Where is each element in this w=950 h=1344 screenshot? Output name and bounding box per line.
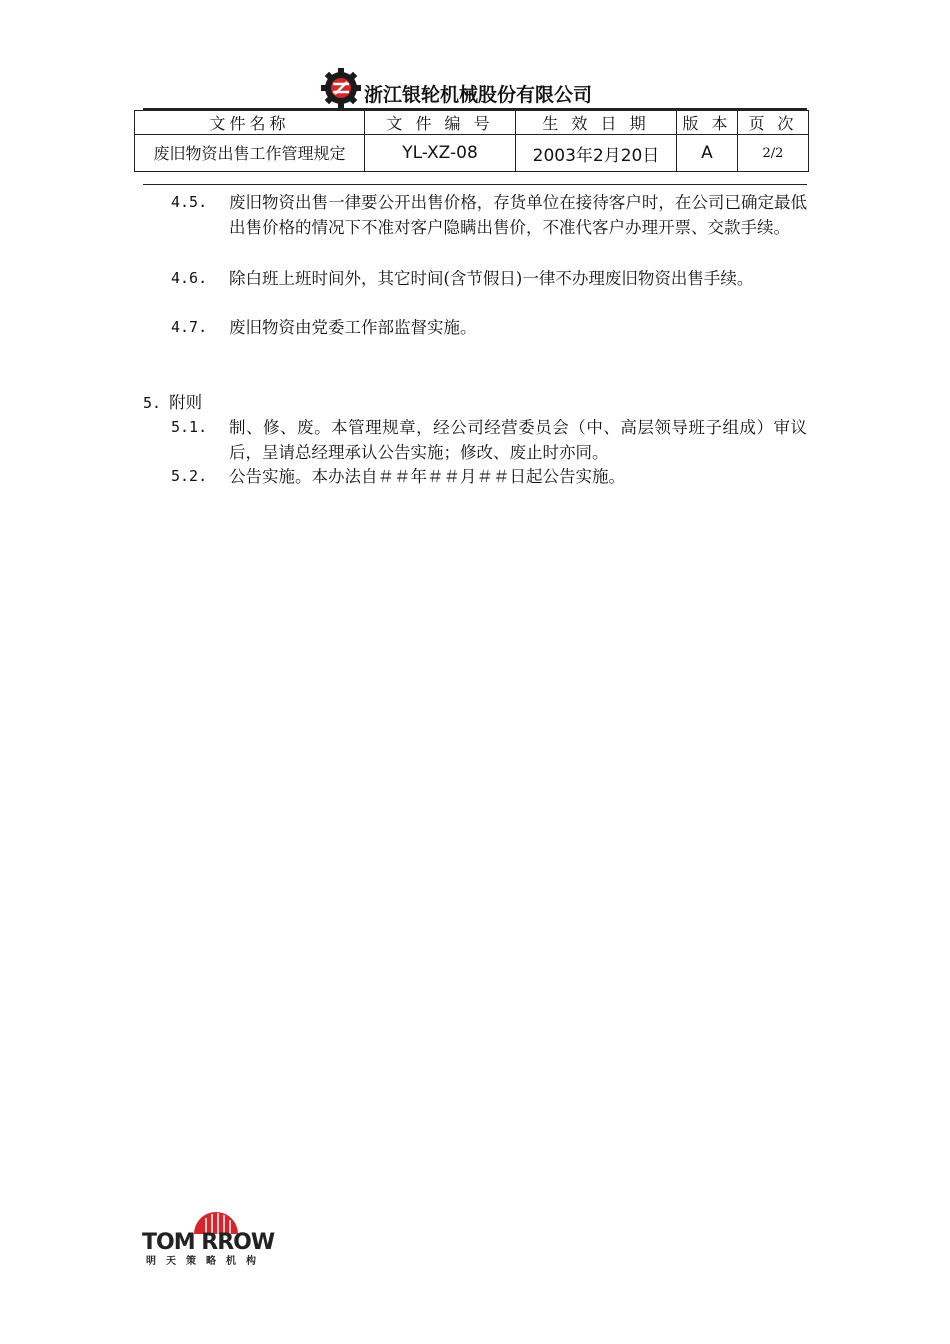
info-table-value-row xyxy=(135,135,809,172)
version-value: A xyxy=(677,135,738,172)
header-version: 版 本 xyxy=(677,111,738,135)
body-rule xyxy=(143,184,807,185)
clause-text: 公告实施。本办法自＃＃年＃＃月＃＃日起公告实施。 xyxy=(229,467,625,486)
company-header xyxy=(320,68,592,108)
section-title: 附则 xyxy=(169,393,203,412)
document-info-table xyxy=(134,110,809,172)
clause-text: 制、修、废。本管理规章，经公司经营委员会（中、高层领导班子组成）审议后，呈请总经理承认公告实施；修改、废止时亦同。 xyxy=(229,418,807,462)
file-name-value: 废旧物资出售工作管理规定 xyxy=(135,135,365,172)
tomorrow-footer-logo xyxy=(142,1210,304,1270)
clause-number: 4.5. xyxy=(171,193,208,211)
company-name: 浙江银轮机械股份有限公司 xyxy=(364,83,593,106)
clause-number: 5.1. xyxy=(171,418,208,436)
clause-text: 除白班上班时间外，其它时间(含节假日)一律不办理废旧物资出售手续。 xyxy=(229,269,754,288)
footer-wordmark: TOM RROW xyxy=(142,1230,275,1255)
clause-number: 5.2. xyxy=(171,467,208,485)
effective-date-value: 2003年2月20日 xyxy=(516,135,677,172)
clause-text: 废旧物资出售一律要公开出售价格，存货单位在接待客户时，在公司已确定最低出售价格的情况下不准对客户隐瞒出售价，不准代客户办理开票、交款手续。 xyxy=(229,193,807,237)
info-table-header-row xyxy=(135,111,809,135)
header-file-code: 文 件 编 号 xyxy=(365,111,516,135)
company-gear-logo-icon xyxy=(320,67,362,109)
clause-number: 4.6. xyxy=(171,269,208,287)
clause-number: 4.7. xyxy=(171,318,208,336)
page-value: 2/2 xyxy=(738,135,809,172)
header-file-name: 文件名称 xyxy=(135,111,365,135)
section-5-heading xyxy=(143,390,202,416)
file-code-value: YL-XZ-08 xyxy=(365,135,516,172)
header-effective-date: 生 效 日 期 xyxy=(516,111,677,135)
header-page: 页 次 xyxy=(738,111,809,135)
clause-text: 废旧物资由党委工作部监督实施。 xyxy=(229,318,477,337)
footer-subtitle: 明天策略机构 xyxy=(146,1256,266,1267)
section-number: 5. xyxy=(143,394,162,412)
